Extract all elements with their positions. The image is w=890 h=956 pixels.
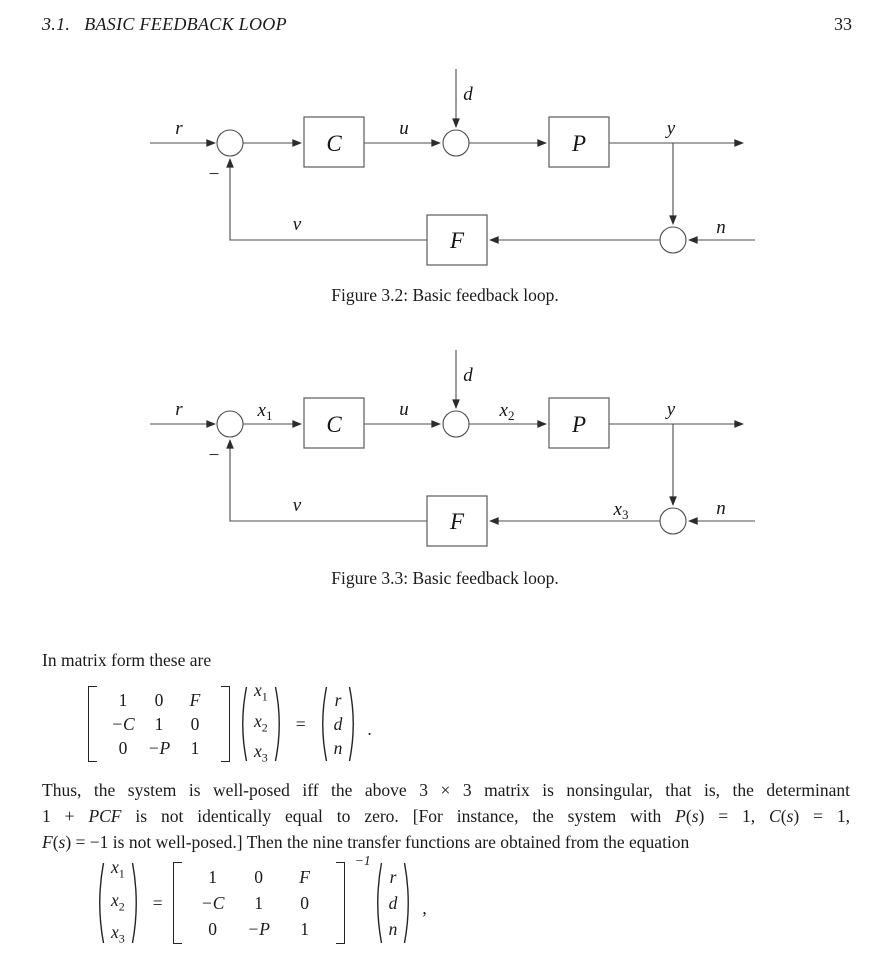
signal-label-y: y (666, 399, 676, 420)
signal-label-u: u (399, 399, 409, 420)
filter-label: F (449, 509, 465, 534)
inverted-matrix (173, 853, 371, 944)
matrix-cell: −P (147, 738, 171, 758)
summing-junction-input (217, 411, 243, 437)
body-paragraph (42, 777, 850, 855)
matrix-cell: 1 (190, 738, 200, 758)
matrix-cell: 0 (208, 919, 218, 939)
section-number: 3.1. (42, 14, 71, 34)
vector-entry: d (333, 714, 343, 734)
signal-label-r: r (175, 118, 183, 139)
left-square-bracket (173, 862, 182, 944)
vector-entry: $x_1$ (111, 857, 125, 881)
matrix-cell: −P (247, 919, 270, 939)
running-header (42, 14, 287, 35)
summing-junction-disturbance (443, 411, 469, 437)
figure-3-2-block-diagram (140, 68, 760, 278)
left-paren (236, 685, 248, 763)
matrix-cell: 0 (300, 893, 310, 913)
right-paren (131, 861, 143, 945)
figure-3-3-caption: Figure 3.3: Basic feedback loop. (331, 568, 559, 588)
right-paren (348, 685, 360, 763)
plant-label: P (571, 131, 587, 156)
matrix-equation-1 (88, 682, 372, 766)
matrix-cell: 1 (154, 714, 164, 734)
signal-label-d: d (463, 365, 473, 386)
vector-entry: $x_2$ (111, 889, 125, 914)
left-square-bracket (88, 686, 97, 762)
controller-label: C (326, 131, 342, 156)
signal-label-y: y (666, 118, 676, 139)
state-label-x1: $x_1$ (257, 400, 273, 423)
left-paren (316, 685, 328, 763)
paragraph-line: F(s) = −1 is not well-posed.] Then the nine transfer functions are obtained from the equation (42, 832, 690, 852)
paragraph-line: 1 + PCF is not identically equal to zero. [For instance, the system with P(s) = 1, C(s) = 1, (42, 806, 850, 826)
vector-entry: n (388, 919, 398, 939)
left-paren (93, 861, 105, 945)
signal-label-d: d (463, 84, 473, 105)
filter-label: F (449, 228, 465, 253)
vector-entry: r (334, 690, 342, 710)
equals-sign: = (152, 892, 163, 913)
vector-entry: d (388, 893, 398, 913)
matrix-cell: 0 (154, 690, 164, 710)
vector-entry: $x_2$ (254, 710, 268, 735)
left-paren (371, 861, 383, 945)
vector-entry: r (389, 867, 397, 887)
matrix-cell: F (299, 867, 310, 887)
signal-label-n: n (716, 498, 726, 519)
coefficient-matrix (182, 864, 336, 942)
right-paren (274, 685, 286, 763)
equals-sign: = (295, 713, 306, 734)
signal-label-v: v (292, 214, 302, 235)
state-label-x3: $x_3$ (613, 499, 629, 522)
coefficient-matrix (97, 688, 221, 760)
right-square-bracket (221, 686, 230, 762)
figure-3-3-block-diagram (140, 349, 760, 559)
page-title: BASIC FEEDBACK LOOP (84, 14, 287, 34)
matrix-cell: 1 (208, 867, 218, 887)
matrix-cell: 0 (190, 714, 200, 734)
summing-junction-input (217, 130, 243, 156)
signal-label-r: r (175, 399, 183, 420)
matrix-cell: 1 (254, 893, 264, 913)
matrix-cell: −C (111, 714, 135, 734)
paragraph-line: Thus, the system is well-posed iff the above 3 × 3 matrix is nonsingular, that is, the determinant (42, 780, 850, 800)
page-number: 33 (834, 14, 852, 34)
vector-entry: $x_1$ (254, 680, 268, 704)
matrix-cell: 1 (300, 919, 310, 939)
wire-feedback-return (230, 159, 427, 240)
signal-label-u: u (399, 118, 409, 139)
vector-entry: $x_3$ (254, 741, 268, 765)
matrix-cell: 1 (118, 690, 128, 710)
input-vector (328, 688, 349, 760)
vector-entry: $x_3$ (111, 922, 125, 946)
wire-feedback-return (230, 440, 427, 521)
right-square-bracket (336, 862, 345, 944)
state-vector (248, 678, 274, 770)
right-paren (403, 861, 415, 945)
intro-line: In matrix form these are (42, 650, 212, 670)
summing-junction-noise (660, 227, 686, 253)
state-vector (105, 854, 131, 952)
controller-label: C (326, 412, 342, 437)
equation-period: . (367, 718, 372, 739)
minus-sign: − (208, 164, 220, 185)
matrix-equation-2 (93, 853, 427, 948)
inverse-exponent: −1 (354, 853, 371, 868)
signal-label-v: v (292, 495, 302, 516)
summing-junction-noise (660, 508, 686, 534)
matrix-cell: F (189, 690, 201, 710)
input-vector (383, 864, 404, 942)
figure-3-2-caption: Figure 3.2: Basic feedback loop. (331, 285, 559, 305)
matrix-cell: 0 (254, 867, 264, 887)
equation-comma: , (422, 897, 427, 918)
summing-junction-disturbance (443, 130, 469, 156)
matrix-cell: −C (200, 893, 225, 913)
vector-entry: n (333, 738, 343, 758)
state-label-x2: $x_2$ (499, 400, 515, 423)
minus-sign: − (208, 445, 220, 466)
matrix-cell: 0 (118, 738, 128, 758)
signal-label-n: n (716, 217, 726, 238)
plant-label: P (571, 412, 587, 437)
